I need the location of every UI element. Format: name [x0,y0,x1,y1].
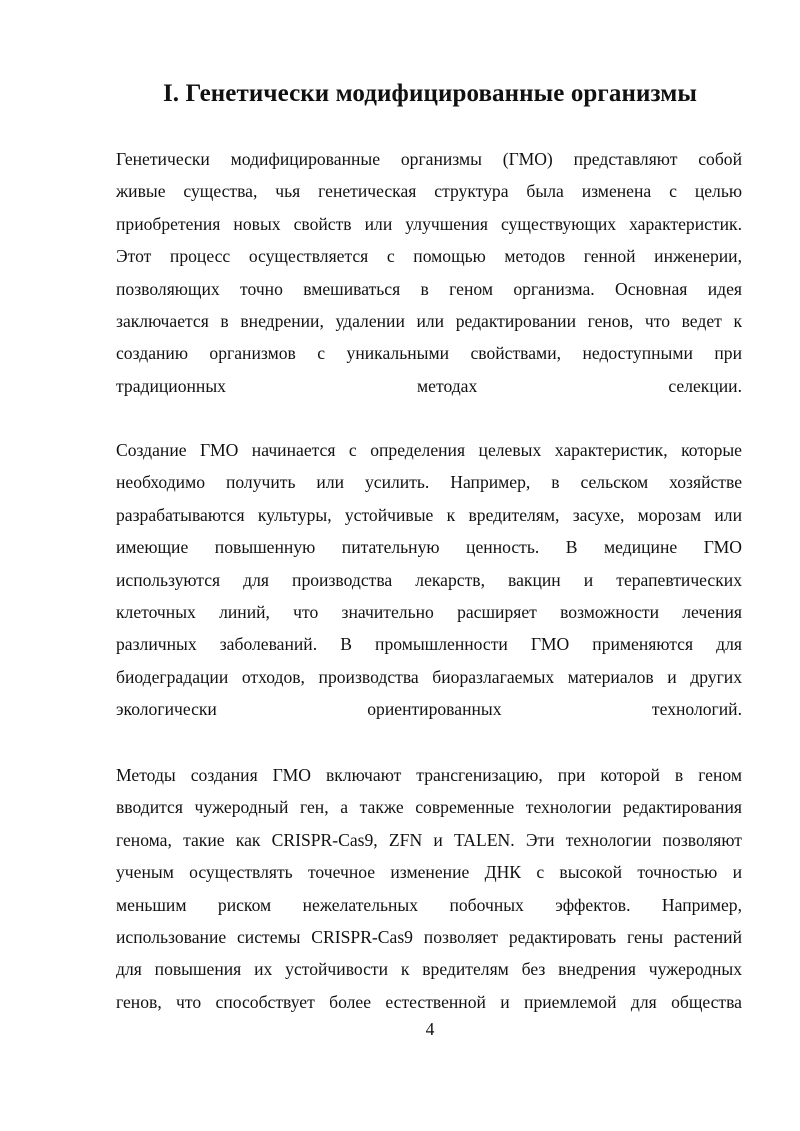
paragraph-line: вводится чужеродный ген, а также современные технологии редактирования [116,797,742,818]
paragraph-3 [116,759,742,1018]
paragraph-line: разрабатываются культуры, устойчивые к вредителям, засухе, морозам или [116,504,742,525]
paragraph-line: генов, что способствует более естественной и приемлемой для общества [116,991,742,1012]
paragraph-line: позволяющих точно вмешиваться в геном организма. Основная идея [116,278,742,299]
paragraph-line: заключается в внедрении, удалении или редактировании генов, что ведет к [116,310,742,331]
paragraph-line: приобретения новых свойств или улучшения существующих характеристик. [116,213,742,234]
paragraph-line: традиционных методах селекции. [116,375,742,396]
paragraph-line: биодеградации отходов, производства биоразлагаемых материалов и других [116,666,742,687]
paragraph-line: живые существа, чья генетическая структура была изменена с целью [116,181,742,202]
page-number: 4 [425,1019,435,1039]
paragraph-line: для повышения их устойчивости к вредителям без внедрения чужеродных [116,959,742,980]
paragraph-line: Создание ГМО начинается с определения целевых характеристик, которые [116,440,742,460]
paragraph-line: необходимо получить или усилить. Например, в сельском хозяйстве [116,472,742,493]
paragraph-line: клеточных линий, что значительно расширяет возможности лечения [116,601,742,622]
paragraph-1 [116,143,742,402]
section-heading: I. Генетически модифицированные организмы [162,80,698,107]
paragraph-line: Методы создания ГМО включают трансгенизацию, при которой в геном [116,765,742,785]
paragraph-line: Генетически модифицированные организмы (ГМО) представляют собой [116,149,742,169]
paragraph-line: созданию организмов с уникальными свойствами, недоступными при [116,343,742,364]
paragraph-line: различных заболеваний. В промышленности ГМО применяются для [116,634,742,655]
paragraph-line: ученым осуществлять точечное изменение ДНК с высокой точностью и [116,862,742,883]
paragraph-line: использование системы CRISPR-Cas9 позволяет редактировать гены растений [116,926,742,947]
paragraph-line: Этот процесс осуществляется с помощью методов генной инженерии, [116,246,742,267]
paragraph-line: имеющие повышенную питательную ценность. В медицине ГМО [116,537,742,558]
paragraph-line: экологически ориентированных технологий. [116,699,742,720]
paragraph-line: используются для производства лекарств, вакцин и терапевтических [116,569,742,590]
paragraph-line: генома, такие как CRISPR-Cas9, ZFN и TALEN. Эти технологии позволяют [116,829,742,850]
paragraph-2 [116,434,742,726]
paragraph-line: меньшим риском нежелательных побочных эффектов. Например, [116,894,742,915]
